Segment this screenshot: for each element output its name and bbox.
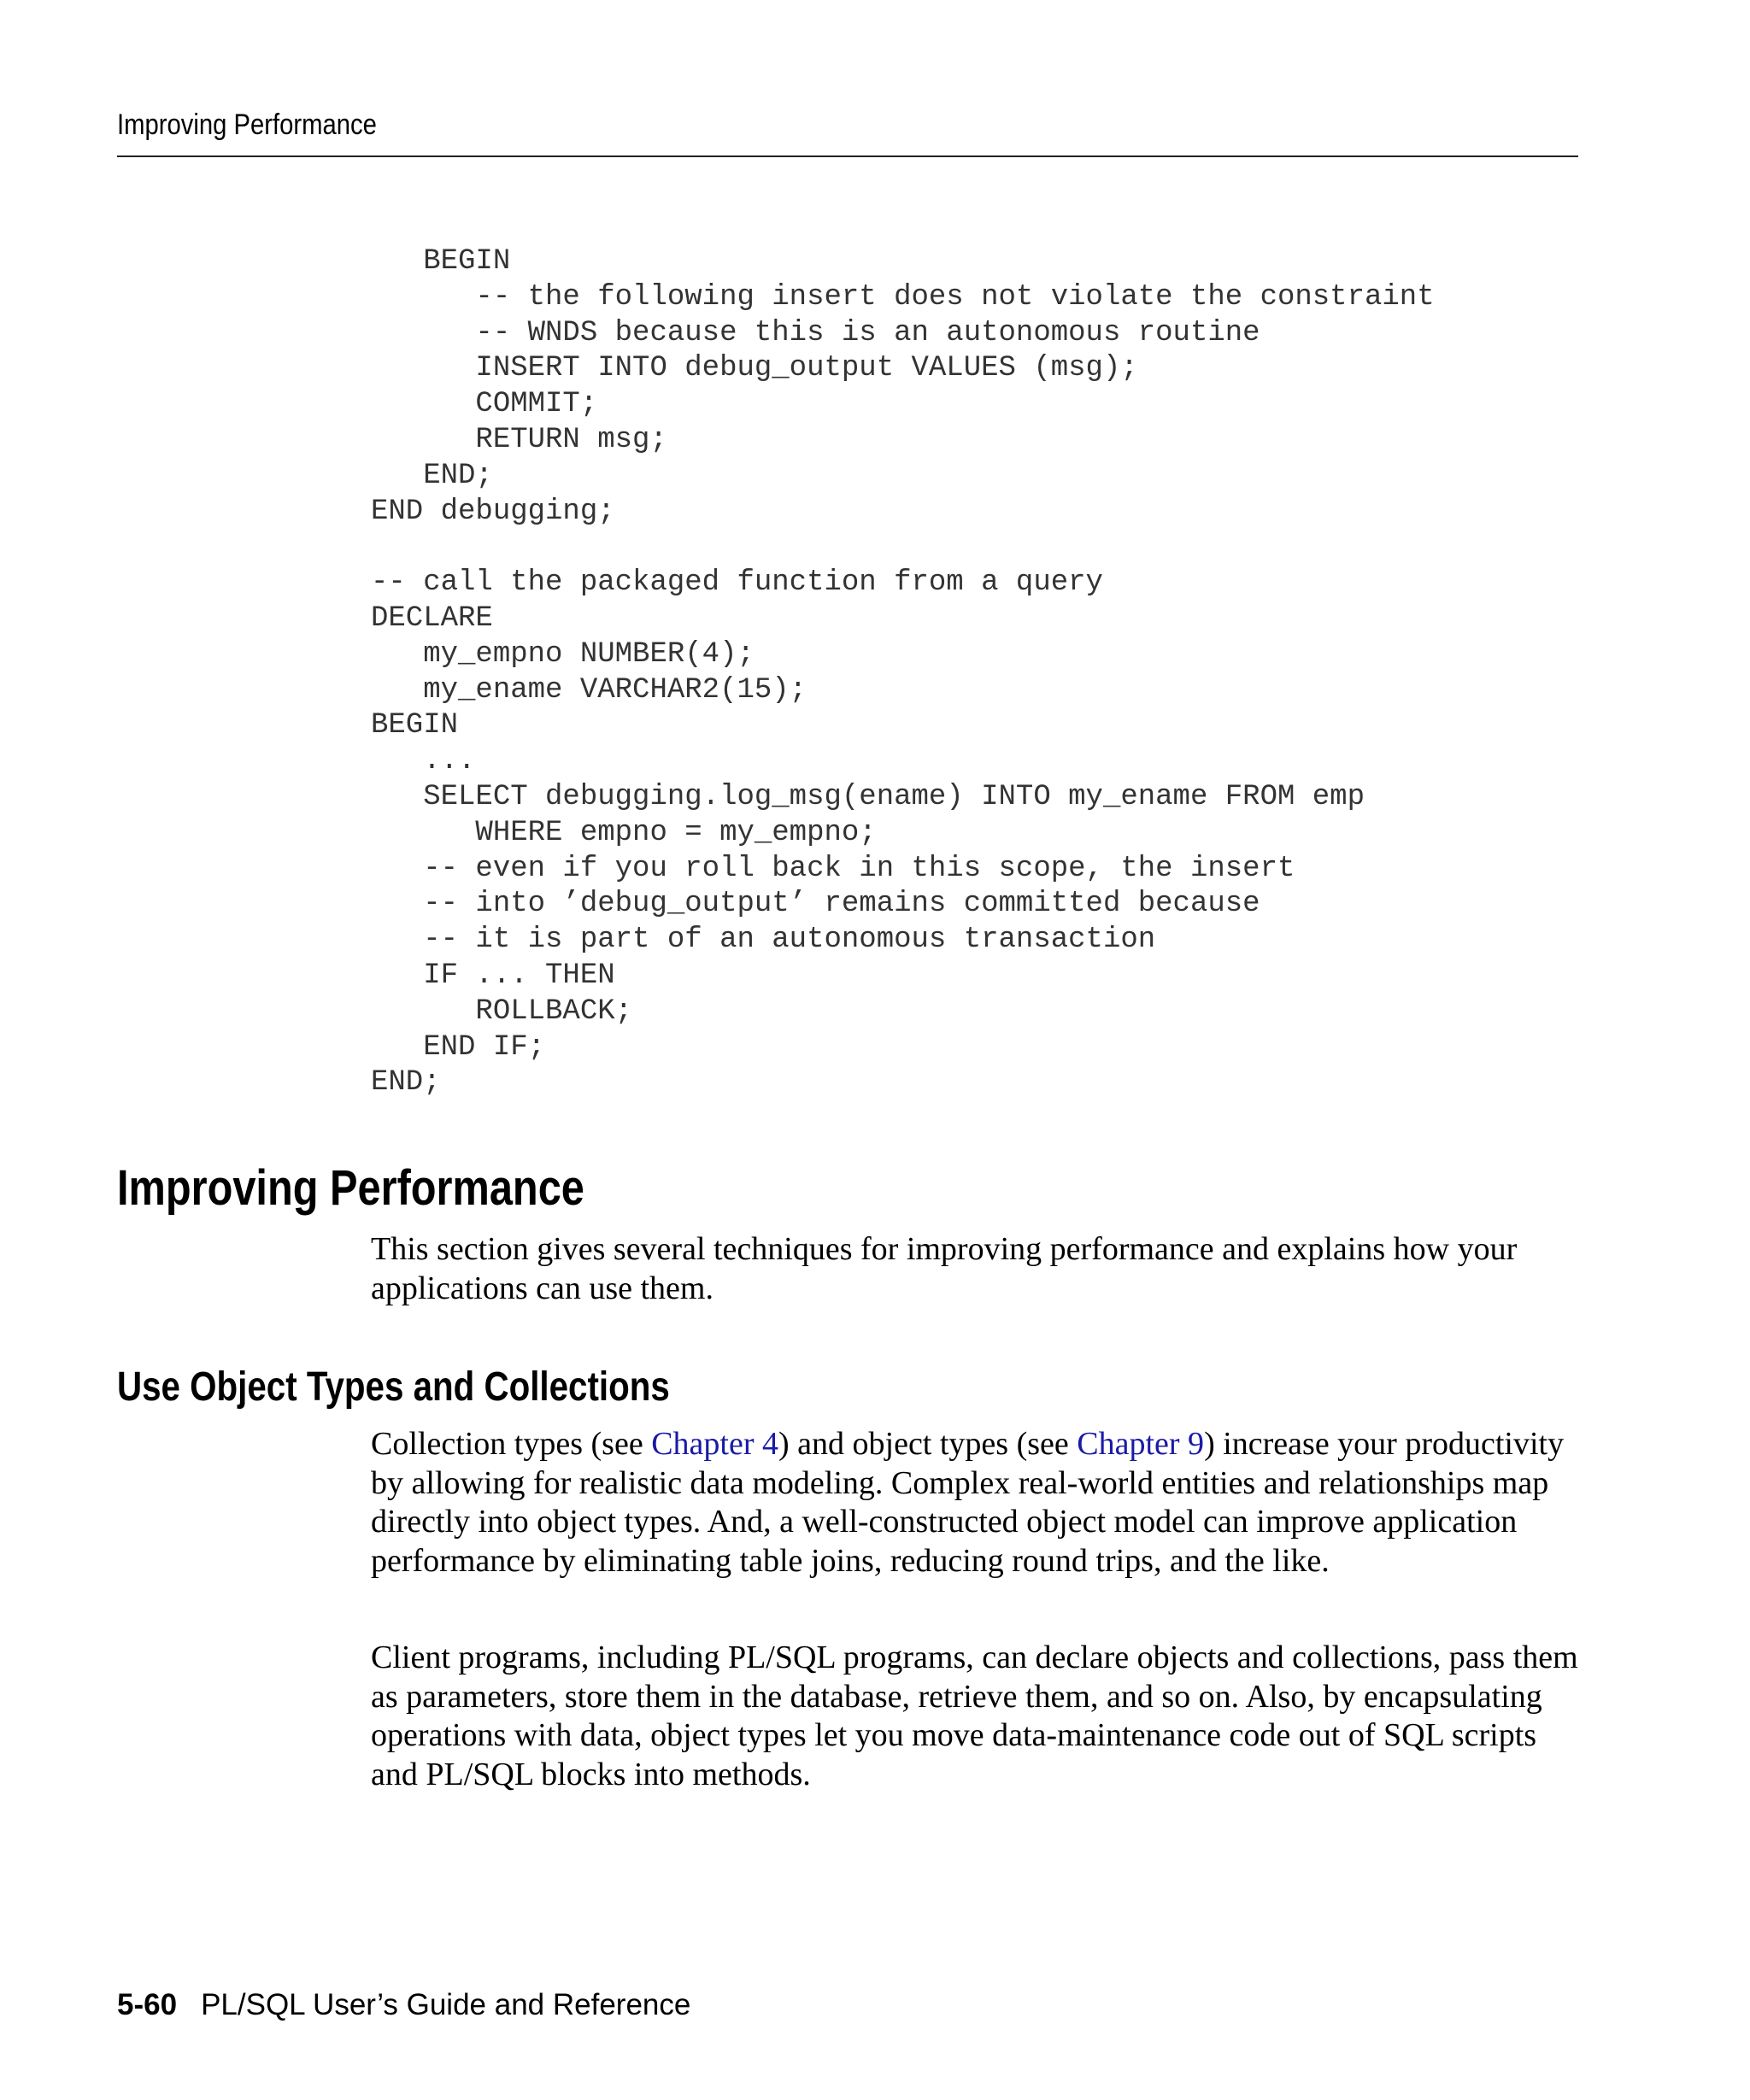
code-line: -- the following insert does not violate the constraint bbox=[371, 280, 1435, 314]
page-number: 5-60 bbox=[117, 1988, 178, 2021]
chapter-4-link[interactable]: Chapter 4 bbox=[651, 1426, 778, 1462]
code-line: WHERE empno = my_empno; bbox=[371, 816, 877, 849]
paragraph-text: ) increase your productivity by allowing for realistic data modeling. Complex real-world entities and relationships map directly into object types. And, a well-constructed object model can improve application performance by eliminating table joins, reducing round trips, and the like. bbox=[371, 1426, 1565, 1579]
code-line: my_empno NUMBER(4); bbox=[371, 637, 755, 671]
code-line: ... bbox=[371, 745, 476, 778]
code-line: END; bbox=[371, 459, 493, 492]
chapter-9-link[interactable]: Chapter 9 bbox=[1077, 1426, 1205, 1462]
code-line: -- into ’debug_output’ remains committed because bbox=[371, 888, 1260, 921]
code-line: -- even if you roll back in this scope, the insert bbox=[371, 852, 1295, 885]
section-heading: Improving Performance bbox=[117, 1160, 584, 1216]
code-line: DECLARE bbox=[371, 601, 493, 635]
code-line: -- it is part of an autonomous transaction bbox=[371, 924, 1156, 957]
code-line: INSERT INTO debug_output VALUES (msg); bbox=[371, 352, 1138, 385]
code-line: BEGIN bbox=[371, 709, 459, 742]
collections-paragraph bbox=[371, 1425, 1584, 1581]
code-line: END IF; bbox=[371, 1030, 546, 1064]
code-line: ROLLBACK; bbox=[371, 994, 633, 1028]
code-line: END debugging; bbox=[371, 495, 615, 528]
code-line: my_ename VARCHAR2(15); bbox=[371, 673, 807, 707]
book-title: PL/SQL User’s Guide and Reference bbox=[201, 1988, 691, 2021]
running-header: Improving Performance bbox=[117, 109, 377, 141]
code-line: RETURN msg; bbox=[371, 423, 667, 456]
paragraph-text: ) and object types (see bbox=[778, 1426, 1078, 1462]
client-programs-paragraph: Client programs, including PL/SQL programs, can declare objects and collections, pass them as parameters, store them in the database, retrieve them, and so on. Also, by encapsulating operations with data, object types let you move data-maintenance code out of SQL scripts and PL/SQL blocks into methods. bbox=[371, 1640, 1578, 1792]
code-line: END; bbox=[371, 1066, 441, 1100]
code-line: IF ... THEN bbox=[371, 959, 615, 992]
code-line: BEGIN bbox=[371, 245, 511, 278]
section-intro-paragraph: This section gives several techniques for improving performance and explains how your applications can use them. bbox=[371, 1231, 1518, 1306]
subsection-heading: Use Object Types and Collections bbox=[117, 1364, 670, 1410]
code-line: COMMIT; bbox=[371, 388, 598, 421]
code-line: -- call the packaged function from a query bbox=[371, 566, 1103, 600]
code-line bbox=[371, 530, 1435, 566]
code-example bbox=[371, 244, 1435, 1101]
page-footer bbox=[117, 1987, 690, 2023]
header-rule bbox=[117, 155, 1578, 157]
code-line: SELECT debugging.log_msg(ename) INTO my_ename FROM emp bbox=[371, 780, 1365, 813]
paragraph-text: Collection types (see bbox=[371, 1426, 652, 1462]
code-line: -- WNDS because this is an autonomous routine bbox=[371, 316, 1260, 349]
